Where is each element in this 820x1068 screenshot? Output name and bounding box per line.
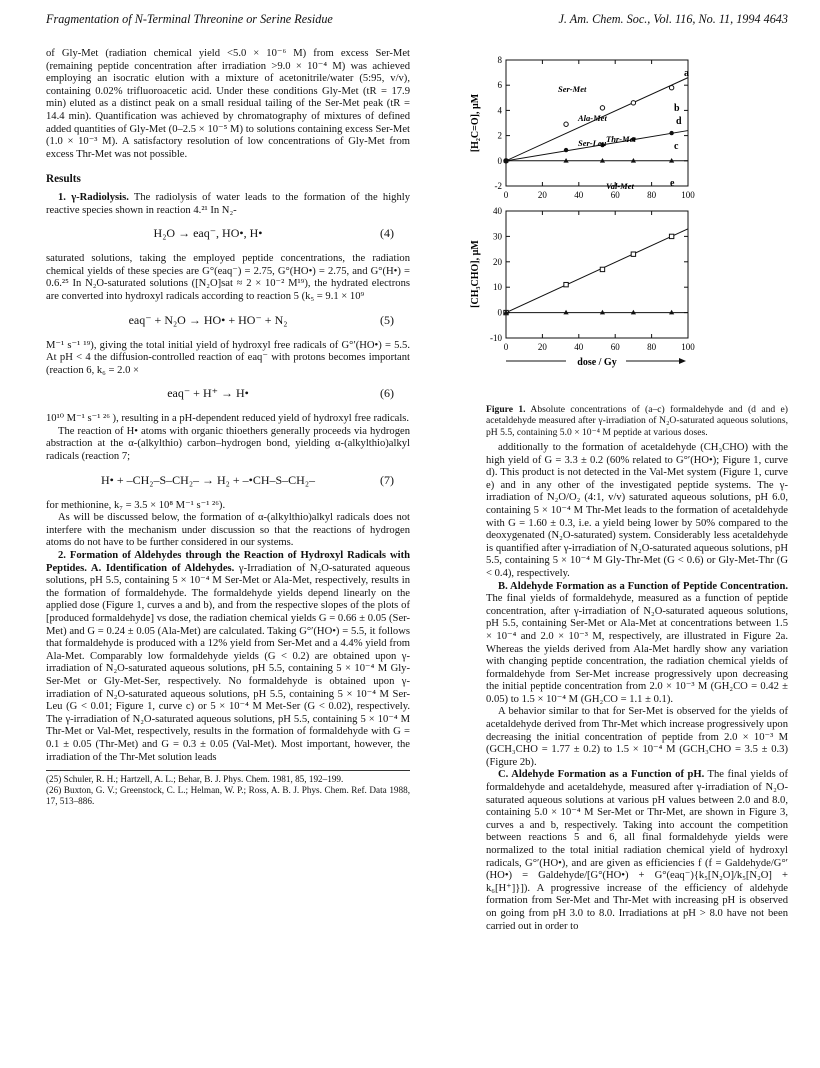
y-tick-label-0-0: -2 [494, 181, 502, 191]
x-tick-label-0-3: 60 [610, 190, 620, 200]
running-header [46, 12, 788, 30]
point-thr-met-3 [631, 252, 635, 256]
intro-paragraph: of Gly-Met (radiation chemical yield <5.0 × 10⁻⁶ M) from excess Ser-Met (remaining peptide concentration after irradiation >9.0 × 10⁻⁴ M) was achieved employing an isocratic elution with a mixture of acetonitrile/water (5:95, v/v), containing 0.02% trifluoroacetic acid. Under these conditions Gly-Met (tR = 17.9 min) eluted as a distinct peak on a small residual tailing of the Ser-Met peak (tR = 14.4 min). Quantification was achieved by chromatography of mixtures of defined added quantities of Gly-Met (0–2.5 × 10⁻⁵ M) to solutions containing excess Ser-Met (1.0 × 10⁻³ M). A satisfactory resolution of low concentrations of Gly-Met from excess Thr-Met was not possible. [46, 48, 410, 160]
series-label-ser-leu: Ser-Leu [578, 138, 607, 148]
aldehyde-identification-paragraph: 2. Formation of Aldehydes through the Reaction of Hydroxyl Radicals with Peptides. A. Identification of Aldehydes. γ-Irradiation of N₂O-saturated aqueous solutions, pH 5.5, containing 5 × 10⁻⁴ M Ser-Met or Ala-Met, respectively, results in the formation of formaldehyde. The formaldehyde yields depend linearly on the applied dose (Figure 1, curves a and b), and from the respective slopes of the plots of [produced formaldehyde] vs dose, the radiation chemical yields G = 0.66 ± 0.05 (Ser-Met) and G = 0.24 ± 0.05 (Ala-Met) are calculated. Taking G°′(HO•) = 5.5, it follows that formaldehyde is produced with a 12% yield from Ser-Met and a 4.4% yield from Ala-Met. Comparably low formaldehyde yields (G < 0.2) are obtained upon γ-irradiation of N₂O-saturated aqueous solutions, pH 5.5, containing 5 × 10⁻⁴ M Gly-Ser-Met or Gly-Met-Ser, respectively. No formaldehyde is obtained upon γ-irradiation of N₂O-saturated aqueous solutions, pH 5.5, containing 5 × 10⁻⁴ M Ser-Leu (G < 0.01; Figure 1, curve c) or 5 × 10⁻⁴ M Met-Ser (G < 0.02), respectively. The γ-irradiation of N₂O-saturated aqueous solutions, pH 5.5, containing 5 × 10⁻⁴ M Thr-Met or Val-Met, respectively, results in the formation of formaldehyde with G = 0.1 ± 0.05 (Thr-Met) and G = 0.3 ± 0.05 (Val-Met). Most important, however, the irradiation of the Thr-Met solution leads [46, 550, 410, 763]
plot-frame-0 [506, 60, 688, 186]
curve-letter-d: d [676, 116, 682, 127]
curve-letter-c: c [674, 141, 679, 152]
figure-1-svg [470, 48, 788, 404]
x-tick-label-1-2: 40 [574, 342, 584, 352]
series-label-thr-met: Thr-Met [606, 134, 636, 144]
curve-letter-a: a [684, 68, 689, 79]
series-label-ser-met: Ser-Met [558, 84, 587, 94]
figure-1-caption: Figure 1. Absolute concentrations of (a–c) formaldehyde and (d and e) acetaldehyde measured after γ-irradiation of N₂O-saturated aqueous solutions, pH 5.5, containing 5.0 × 10⁻⁴ M peptide at various doses. [486, 404, 788, 438]
right-paragraph-3: A behavior similar to that for Ser-Met is observed for the yields of acetaldehyde derived from Thr-Met which increase progressively upon decreasing the initial concentration of peptide from 2.0 × 10⁻³ M (GCH₃CHO = 1.77 ± 0.2) to 1.5 × 10⁻⁴ M (GCH₃CHO = 3.5 ± 0.3) (Figure 2b). [486, 706, 788, 768]
y-tick-label-0-3: 4 [497, 105, 502, 116]
y-tick-label-1-1: 0 [497, 307, 502, 318]
point-thr-met-4 [669, 234, 673, 238]
x-tick-label-1-3: 60 [610, 342, 620, 352]
section-b-paragraph: B. Aldehyde Formation as a Function of Peptide Concentration. The final yields of formaldehyde, measured as a function of peptide concentration, after γ-irradiation of N₂O-saturated aqueous solutions, pH 5.5, containing Ser-Met or Ala-Met at concentrations between 1.5 × 10⁻⁴ and 2.0 × 10⁻³ M, respectively, are illustrated in Figure 2a. Whereas the yields derived from Ala-Met hardly show any variation with changing peptide concentration, the radiation chemical yields of formaldehyde from Ser-Met increase progressively upon decreasing the initial peptide concentration from 2.0 × 10⁻³ M (GH₂CO = 0.42 ± 0.05) to 1.5 × 10⁻⁴ M (GH₂CO = 1.1 ± 0.1). [486, 580, 788, 705]
fit-line-thr-met [506, 229, 688, 313]
equation-6: eaq⁻ + H⁺ → H• (6) [167, 386, 394, 401]
right-column-text [486, 442, 788, 933]
x-tick-label-1-0: 0 [503, 342, 509, 352]
section-b-title: B. Aldehyde Formation as a Function of Peptide Concentration. [498, 580, 788, 592]
point-ala-met-4 [669, 131, 673, 135]
x-tick-label-0-1: 20 [537, 190, 547, 200]
results-heading: Results [46, 173, 81, 186]
y-tick-label-1-0: -10 [490, 333, 502, 343]
x-tick-label-1-4: 80 [647, 342, 657, 352]
footnotes [46, 770, 410, 807]
paragraph-p2: saturated solutions, taking the employed peptide concentrations, the radiation chemical yields of these species are G°(eaq⁻) = 2.75, G°(HO•) = 2.75, and G°(H•) = 0.6.²⁵ In N₂O-saturated solutions ([N₂O]sat ≈ 2 × 10⁻² M¹⁹), the hydrated electrons are converted into hydroxyl radicals according to reaction 5 (k₅ = 9.1 × 10⁹ [46, 253, 410, 302]
x-tick-label-0-0: 0 [503, 190, 509, 200]
header-journal: J. Am. Chem. Soc., Vol. 116, No. 11, 1994 4643 [558, 12, 788, 26]
x-tick-label-1-5: 100 [681, 342, 695, 352]
caption-label: Figure 1. [486, 404, 526, 415]
reference-25: (25) Schuler, R. H.; Hartzell, A. L.; Behar, B. J. Phys. Chem. 1981, 85, 192–199. [46, 774, 344, 785]
paragraph-p7: As will be discussed below, the formation of α-(alkylthio)alkyl radicals does not interfere with the mechanism under discussion so that the reactions of hydrogen atoms do not have to be further considered in our systems. [46, 512, 410, 549]
point-val-met-4 [669, 310, 674, 315]
y-tick-label-1-2: 10 [493, 282, 502, 293]
point-ser-met-3 [631, 101, 635, 105]
right-paragraph-1: additionally to the formation of acetaldehyde (CH₃CHO) with the high yield of G = 3.3 ± 0.2 (60% related to G°′(HO•); Figure 1, curve d). This product is not detected in the Val-Met system (Figure 1, curve e) and in any other of the investigated peptide systems. The γ-irradiation of N₂O/O₂ (4:1, v/v) saturated aqueous solutions, pH 6.0, containing 5 × 10⁻⁴ M Thr-Met leads to the formation of acetaldehyde with G = 1.60 ± 0.3, i.e. a yield being lower by 50% compared to the deoxygenated (N₂O-saturated) system. Considerably less acetaldehyde is quantified after γ-irradiation of N₂O-saturated aqueous solutions, pH 5.5, containing 5 × 10⁻⁴ M Gly-Thr-Met (G < 0.6) or Gly-Met-Thr (G < 0.4), respectively. [486, 442, 788, 579]
x-axis-label: dose / Gy [577, 357, 617, 368]
point-val-met-1 [563, 310, 568, 315]
y-tick-label-0-1: 0 [497, 155, 502, 166]
section-c-title: C. Aldehyde Formation as a Function of pH. [498, 769, 705, 781]
radiolysis-title: 1. γ-Radiolysis. [58, 191, 129, 203]
reference-26: (26) Buxton, G. V.; Greenstock, C. L.; Helman, W. P.; Ross, A. B. J. Phys. Chem. Ref. Data 1988, 17, 513–886. [46, 785, 410, 807]
point-thr-met-2 [600, 267, 604, 271]
paragraph-p6: for methionine, k₇ = 3.5 × 10⁸ M⁻¹ s⁻¹ ²⁶). [46, 499, 226, 511]
y-axis-label-1: [CH₃CHO], µM [470, 240, 481, 308]
x-tick-label-0-4: 80 [647, 190, 657, 200]
y-tick-label-1-4: 30 [493, 231, 502, 242]
series-label-val-met: Val-Met [606, 181, 634, 191]
x-tick-label-1-1: 20 [537, 342, 547, 352]
curve-letter-b: b [674, 103, 680, 114]
figure-1 [470, 48, 788, 404]
paragraph-p5: The reaction of H• atoms with organic thioethers generally proceeds via hydrogen abstraction at the α-(alkylthio) carbon–hydrogen bond, yielding α-(alkylthio)alkyl radicals (reaction 7; [46, 425, 410, 463]
paragraph-p3: M⁻¹ s⁻¹ ¹⁹), giving the total initial yield of hydroxyl free radicals of G°′(HO•) = 5.5. At pH < 4 the diffusion-controlled reaction of eaq⁻ with protons becomes important (reaction 6, k₆ = 2.0 × [46, 339, 410, 376]
plot-frame-1 [506, 211, 688, 338]
section-2-title: 2. Formation of Aldehydes through the Reaction of Hydroxyl Radicals with Peptides. A. Identification of Aldehydes. [46, 550, 410, 574]
point-ala-met-1 [564, 148, 568, 152]
point-ser-met-1 [564, 122, 568, 126]
paragraph-p4: 10¹⁰ M⁻¹ s⁻¹ ²⁶ ), resulting in a pH-dependent reduced yield of hydroxyl free radicals. [46, 413, 410, 425]
y-tick-label-0-2: 2 [497, 130, 502, 141]
y-tick-label-1-5: 40 [493, 206, 502, 216]
equation-5: eaq⁻ + N₂O → HO• + HO⁻ + N₂ (5) [128, 312, 394, 327]
y-axis-label-0: [H₂C=O], µM [470, 93, 481, 153]
series-label-ala-met: Ala-Met [578, 113, 607, 123]
header-title: Fragmentation of N-Terminal Threonine or Serine Residue [46, 12, 333, 26]
x-label-arrowhead [679, 358, 686, 364]
point-thr-met-1 [564, 282, 568, 286]
curve-letter-e: e [670, 178, 675, 189]
point-val-met-2 [600, 310, 605, 315]
left-column [46, 48, 410, 807]
x-tick-label-0-5: 100 [681, 190, 695, 200]
point-ser-met-4 [669, 86, 673, 90]
point-ser-met-2 [600, 106, 604, 110]
x-tick-label-0-2: 40 [574, 190, 584, 200]
equation-7: H• + –CH₂–S–CH₂– → H₂ + –•CH–S–CH₂– (7) [100, 472, 394, 487]
radiolysis-paragraph: 1. γ-Radiolysis. The radiolysis of water leads to the formation of the highly reactive species shown in reaction 4.²¹ In N₂- [46, 191, 410, 216]
section-c-paragraph: C. Aldehyde Formation as a Function of pH. The final yields of formaldehyde and acetaldehyde, measured after γ-irradiation of N₂O-saturated aqueous solutions at various pH values between 2.0 and 8.0, containing 5.0 × 10⁻⁴ M Ser-Met or Thr-Met, are shown in Figure 3, curves a and b, respectively. Taking into account the competition between reactions 5 and 6, all final formaldehyde yields were normalized to the total initial radiation chemical yield of hydroxyl radicals, G°′(HO•), and are given as efficiencies f (f = Galdehyde/G°′(HO•) = Galdehyde/[G°(HO•) + G°(eaq⁻){k₅[N₂O]/k₅[N₂O] + k₆[H⁺]}]). A progressive increase of the efficiency of aldehyde formation from Ser-Met and Thr-Met with increasing pH is observed on going from pH 3.0 to 8.0. Irradiations at pH > 8.0 have not been carried out in order to [486, 769, 788, 932]
y-tick-label-0-4: 6 [497, 80, 502, 91]
equation-4: H₂O → eaq⁻, HO•, H• (4) [153, 226, 394, 241]
y-tick-label-1-3: 20 [493, 256, 502, 267]
y-tick-label-0-5: 8 [497, 55, 502, 65]
point-val-met-3 [631, 310, 636, 315]
